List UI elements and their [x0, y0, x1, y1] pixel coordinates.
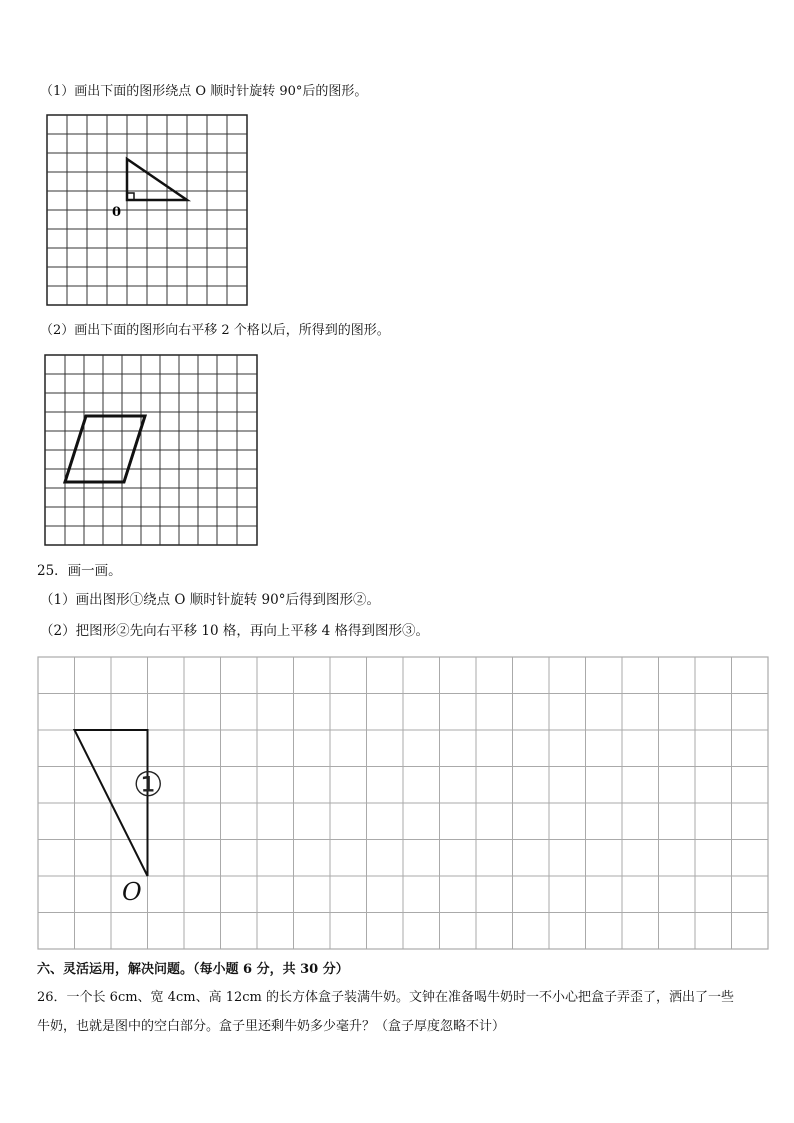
q26-line1: 26．一个长 6cm、宽 4cm、高 12cm 的长方体盒子装满牛奶。文钟在准备喝牛奶时一不小心把盒子弄歪了，洒出了一些 [37, 990, 734, 1005]
q25-part2-text: （2）把图形②先向右平移 10 格，再向上平移 4 格得到图形③。 [40, 623, 430, 639]
q24-part2-text: （2）画出下面的图形向右平移 2 个格以后，所得到的图形。 [40, 323, 390, 338]
q25-grid [36, 655, 770, 951]
right-triangle-shape [127, 159, 187, 200]
shape-1-label: ① [133, 765, 164, 805]
q25-title: 25．画一画。 [37, 563, 122, 579]
parallelogram-shape [65, 416, 145, 482]
section-6-heading: 六、灵活运用，解决问题。（每小题 6 分，共 30 分） [37, 962, 349, 977]
q24-part1-text: （1）画出下面的图形绕点 O 顺时针旋转 90°后的图形。 [40, 84, 368, 99]
q26-line2: 牛奶，也就是图中的空白部分。盒子里还剩牛奶多少毫升？（盒子厚度忽略不计） [37, 1019, 506, 1034]
q24-translation-grid [42, 352, 262, 548]
q25-part1-text: （1）画出图形①绕点 O 顺时针旋转 90°后得到图形②。 [40, 592, 380, 608]
point-o-label: O [122, 878, 142, 906]
q24-rotation-grid [44, 112, 254, 312]
point-o-label: 0 [112, 205, 122, 220]
